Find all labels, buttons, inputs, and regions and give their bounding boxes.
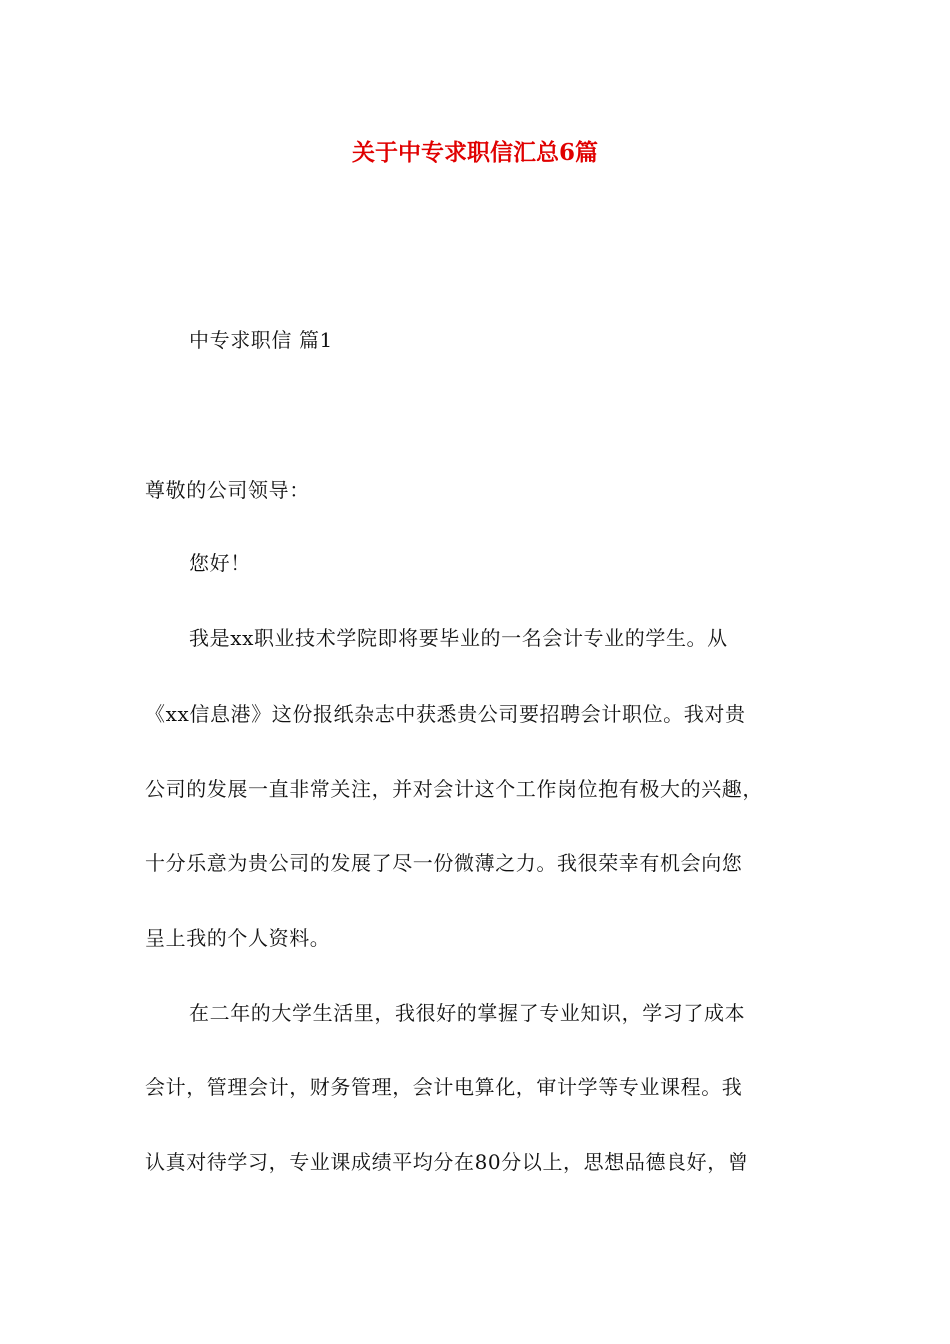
paragraph1-line: 我是xx职业技术学院即将要毕业的一名会计专业的学生。从: [189, 626, 728, 650]
paragraph1-line: 十分乐意为贵公司的发展了尽一份微薄之力。我很荣幸有机会向您: [145, 851, 743, 875]
paragraph2-line: 认真对待学习，专业课成绩平均分在80分以上，思想品德良好，曾: [145, 1150, 749, 1174]
paragraph2-line: 在二年的大学生活里，我很好的掌握了专业知识，学习了成本: [189, 1001, 746, 1025]
paragraph1-line: 公司的发展一直非常关注，并对会计这个工作岗位抱有极大的兴趣，: [145, 777, 763, 801]
document-title: 关于中专求职信汇总6篇: [351, 139, 598, 166]
section-heading: 中专求职信 篇1: [189, 328, 333, 352]
paragraph1-line: 呈上我的个人资料。: [145, 926, 331, 950]
salutation: 尊敬的公司领导：: [145, 478, 310, 502]
greeting: 您好！: [189, 551, 251, 575]
paragraph2-line: 会计，管理会计，财务管理，会计电算化，审计学等专业课程。我: [145, 1075, 743, 1099]
paragraph1-line: 《xx信息港》这份报纸杂志中获悉贵公司要招聘会计职位。我对贵: [145, 702, 746, 726]
